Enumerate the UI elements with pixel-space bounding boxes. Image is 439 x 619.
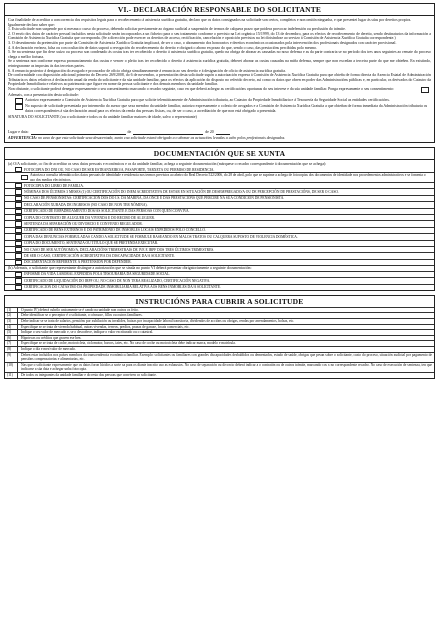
instruction-text: Hipotecas ou créditos que graven ese ben. xyxy=(21,335,82,340)
instruction-text: Especifique se se trata de vivenda habitual, outras vivendas, terreos, predios, prazas de garaxe, locais comerciais, etc. xyxy=(21,324,190,329)
place-field[interactable] xyxy=(31,130,126,135)
doc-label: COPIA DAS DENUNCIAS FORMULADAS CANDO A SOLICITUDE SE FORMULE BASEANDO EN MALOS TRATOS OU CALQUERA SUPOSTO DE VIOLENCIA DOMÉSTICA. xyxy=(24,234,298,239)
doc-checkbox[interactable] xyxy=(15,234,22,239)
doc-row xyxy=(5,284,434,290)
consent-deny-text: Non obstante, o solicitante poderá denegar expresamente o seu consentimento marcando o recadro seguinte, caso en que deberá achegar as certificacións oportunas do seu interese e da súa unidade familiar. Ponga expresamente o seu consentimento: xyxy=(8,86,395,91)
declaration-item: 5. Se na sentenza que fin dese xuízo ou proceso son condenado ás costas tras ter recoñecido o dereito á asistencia xurídica gratuíta, quedo na obriga de abonar as causadas no noso defensa e as da parte contraria se no período dos tres anos seguintes ao remate do proceso chega a mellor fortuna. xyxy=(8,50,431,59)
doc-checkbox[interactable] xyxy=(15,215,22,220)
declaration-title: VI.- DECLARACIÓN RESPONSABLE DO SOLICITANTE xyxy=(5,4,434,16)
doc-label: CERTIFICACIÓN DO CATASTRO DA PROPIEDADE INMOBILIARIA RELATIVA AOS BENS INMOBLES DA/A SOLICITANTE. xyxy=(24,285,222,290)
doc-checkbox[interactable] xyxy=(15,228,22,233)
documentation-title: DOCUMENTACIÓN QUE SE XUNTA xyxy=(5,148,434,160)
instruction-number: (3) xyxy=(5,319,18,324)
instruction-text: De todos os integrantes da unidade familiar e do resto das persoas que conviven co solicitante. xyxy=(21,373,157,378)
ademais-label: Ademais, con a presentación desta solicitude: xyxy=(8,93,79,98)
instruction-number: (6) xyxy=(5,336,18,341)
instruction-text: Indique o seu valor de mercado e, se o descoñece, indique o valor escriturado ou o catastral. xyxy=(21,330,154,335)
documentation-a-intro: (a) O/A solicitante, co fin de acreditar os seus datos persoais e económicos e os da unidade familiar, achega a seguinte documentación (márquese o recadro correspondente á documentación que se achega): xyxy=(8,162,327,167)
place-date-label: Lugar e data: xyxy=(8,129,29,134)
doc-label: NO CASO DE PENSIONISTAS: CERTIFICACIÓN DOS DO I.S. DA MARIÑA, DA ONCE E DAS PRESTACIÓNS QUE PERCIBE NA SÚA CONDICIÓN DE PENSIONISTA. xyxy=(24,196,285,201)
doc-checkbox[interactable] xyxy=(15,285,22,290)
instruction-text: Deben estar incluídos nos países membros da transcendencia económica familiar. Exemplo: solicitantes ou familiares con grandes discapacidades desbaldidos ou dementados, estado de saúde, obrigas que pesan sobre o solicitante, custo do proceso, situación xudicial por pagamento de pensións compensatorias e alimentarias, etc. xyxy=(21,352,432,362)
declaration-item: 2. O envío dos datos de carácter persoal incluídos nesta solicitude serán incorporados a un ficheiro para o seu tratamento conforme o previsto na Lei orgánica 15/1999, do 13 de decembro, para os efectos de recoñecemento de dereito, sendo destinatarios da información a Comisión de Asistencia Xurídica Gratuíta que corresponda. (Se a dirección pode exercer os dereitos de acceso, rectificación, cancelación e oposición previstos na lei dirixíndose ao servizo á Comisión de Asistencia Xurídica Gratuíta correspondente.) xyxy=(8,31,431,41)
declaration-item: Se a sentenza non conforme expresa pronunciamento das custas e vencer o pleito tras ter recoñecido o dereito á asistencia xurídica gratuíta, deberei abonar as custas causadas na miña defensa, sempre que non excedan a terceira parte do que me obteñen. En existindo, reintegraranse as impostas ás das terceiras partes. xyxy=(8,59,431,68)
doc-checkbox[interactable] xyxy=(15,260,22,265)
doc-checkbox[interactable] xyxy=(15,189,22,194)
doc-checkbox[interactable] xyxy=(15,202,22,207)
instruction-row xyxy=(5,372,434,378)
form-page xyxy=(4,3,435,379)
doc-label: FOTOCOPIA DO DNI OU, NO CASO DE SER ESTRANXEIRO/A, PASAPORTE, TARXETA OU PERMISO DE RESIDENCIA. xyxy=(24,167,215,172)
month-field[interactable] xyxy=(133,130,203,135)
doc-checkbox[interactable] xyxy=(15,196,22,201)
doc-label: NÓMINAS DOS ÚLTIMOS 3 MESES (1) OU CERTIFICACIÓN DO INEM ACREDITATIVA DE ESTAR EN SITUACIÓN DE DESEMPREGADO/A OU DE PERCEPCIÓN DE PRESTACIÓNS, DE SER O CASO. xyxy=(24,189,339,194)
doc-checkbox[interactable] xyxy=(15,221,22,226)
date-year-prefix: de 20 xyxy=(205,129,214,134)
advertencia-label: ADVERTENCIA: xyxy=(8,135,37,140)
authorize-telematic-text: Autorizo expresamente a Comisión de Asistencia Xurídica Gratuíta para que solicite telemáticamente de Administración tributaria, ao Catastro da Propiedade Inmobiliaria e á Tesourería da Seguridade Social as entidades certificacións. xyxy=(25,97,390,102)
date-sep-1: de xyxy=(127,129,132,134)
consent-deny-checkbox[interactable] xyxy=(421,87,429,93)
doc-label: DE SER O CASO, CERTIFICACIÓN ACREDITATIVA DA DISCAPACIDADE DA/A SOLICITANTE. xyxy=(24,253,176,258)
instruction-number: (11) xyxy=(5,373,18,378)
doc-label: CERTIFICADO DE LIQUIDACIÓN DO IRPF OU, NO CASO DE NON TERA REALIZADO, CERTIFICACIÓN NEGATIVA. xyxy=(24,278,211,283)
instruction-number: (8) xyxy=(5,347,18,352)
doc-checkbox[interactable] xyxy=(15,247,22,252)
instruction-number: (9) xyxy=(5,353,18,362)
doc-checkbox[interactable] xyxy=(15,167,22,172)
doc-label: Autoriza a consulta telemática dos datos persoais de identidade e residencia nos termos previstos ao abeiro do Real Decreto 522/2006, do 28 de abril, polo que se suprime a achega de fotocopias dos documentos de identidade nos procedementos administrativos e se fomenta o uso dos medios electrónicos. xyxy=(30,173,426,182)
instruction-number: (2) xyxy=(5,313,18,318)
signature-label: SINATURA DO SOLICITANTE (ou o solicitante e todos os da unidade familiar maiores de idade, salvo o representante) xyxy=(8,115,197,120)
declaration-intro: Coa finalidade de acreditar a concorrencia dos requisitos legais para o recoñecemento á asistencia xurídica gratuíta, declaro que os datos consignados na solicitude son certos, completos e non omitín ningunha, e que presentei lugar ás súas por dereitos propios. xyxy=(8,18,412,22)
instruction-text: O punto IV) deberá cubrilo unicamente se é cando na unidade non outros os feito. xyxy=(21,307,139,312)
instructions-section xyxy=(4,295,435,379)
year-field[interactable] xyxy=(216,130,230,135)
doc-checkbox[interactable] xyxy=(15,209,22,214)
doc-checkbox[interactable] xyxy=(15,241,22,246)
instruction-text: Debe identificar se o perceptor é o solicitante, o cónxuxe, fillos ou outros familiares. xyxy=(21,313,143,318)
declaration-section xyxy=(4,3,435,143)
doc-label: DOCUMENTACIÓN REFERENTE Á PRETENSIÓN POR DEFENDER. xyxy=(24,260,132,265)
doc-checkbox[interactable] xyxy=(21,175,28,180)
advertencia-text: no caso de que esta solicitude sexa desacertada, xunto coa solicitude estará obrigado a o abonar as actuacións levadas a cabo polos profesionais designados. xyxy=(37,135,286,140)
instruction-text: Indique o día e mes/valor de mercado. xyxy=(21,347,76,352)
declaration-item: 6. A renuncia posterior á designación do avogado e procurador de oficio obriga simultaneamente á renuncia ao seu dereito e á designación de oficio de asistencia xurídica gratuíta. xyxy=(8,68,286,73)
authorize-family-text: No suposto de solicitude presentada por intermedio do asesor que sexa membro da unidade familiar, autorizo expresamente o colexio de avogados e a Comisión de Asistencia Xurídica Gratuíta a que obteñan de forma inmediata da Administración tributaria os datos correspondentes á súa declaración anual para os efectos da renda das persoas físicas, ou, de ser o caso, a acreditación de que non está obrigado a presentala. xyxy=(25,104,428,113)
doc-label: CERTIFICADO DE BENS EXTERNOS E DO PATRIMONIO DE INMOBLES LOCAIS EXPEDIDOS POLO CONCELLO. xyxy=(24,228,206,233)
declaration-item: 1. Esta solicitude non suspende por si mesma o curso do proceso, debendo solicitar previamente ao órgano xudicial a suspensión de termos de calquera prazo que poidera provocar indefensión ou preclusión do trámite. xyxy=(8,27,346,32)
doc-label: FOTOCOPIA DO LIBRO DE FAMILIA. xyxy=(24,183,84,188)
authorize-telematic-checkbox[interactable] xyxy=(15,98,23,104)
doc-checkbox[interactable] xyxy=(15,278,22,283)
doc-label: COPIA DO CONTRATO DE ALUGUER DA VIVENDA E DO RECIBO DE ALUGUER. xyxy=(24,215,155,220)
instruction-text: Nas que o solicitante expresamente que os datos foron lúcidos a sorte xa para os diante inscrito uso as exhaustos. No caso de separación ou divorcio deberá indicar a o contratón ou de outros trámite, marcando cos x no correspondente recadro. No caso de execución de sentenza, ten que indicarse a súa data e achegar unha fotocopia. xyxy=(21,362,432,372)
declaration-item: 4. A declaración errónea, falsa ou con ocultación de datos suporá a revogación do recoñecemento do dereito e obrigará o abono en prazo do que, sendo o caso, das prestacións percibidas polo mesmo. xyxy=(8,45,318,50)
instruction-row xyxy=(5,362,434,372)
instructions-title: INSTRUCIÓNS PARA CUBRIR A SOLICITUDE xyxy=(135,296,304,306)
advertencia xyxy=(5,135,434,143)
declaration-item: 3. O desestimento da pretensión por parte da Comisión de Asistencia Xurídica Gratuíta implicará, de ser o caso, o abonamento dos honorarios e dereitos económicos ocasionados pola intervención dos profesionais designados con carácter provisional. xyxy=(8,40,397,45)
instruction-number: (4) xyxy=(5,325,18,330)
doc-checkbox[interactable] xyxy=(15,253,22,258)
documentation-b-intro: (b) Ademais, o solicitante que representante distingue a autorización que se sinala no punto VI deberá presentar obrigatoriamente a seguinte documentación: xyxy=(5,265,434,271)
doc-label: COPIA DO DOCUMENTO, SENTENZA OU TÍTULO QUE SE PRETENDA EXECUTAR. xyxy=(24,241,159,246)
instruction-number: (10) xyxy=(5,363,18,372)
instruction-number: (7) xyxy=(5,341,18,346)
instruction-number: (1) xyxy=(5,308,18,313)
instruction-text: Especifique se se trata de coche, motocicleta, ciclomotor, barcos, iates, etc. No caso de coche ou motocicleta debe indicar marca, modelo e matrícula. xyxy=(21,341,236,346)
doc-label: SENTENZA DA SEPARACIÓN OU DIVORCIO E CONVENIO REGULADOR. xyxy=(24,221,143,226)
doc-label: INFORME DA VIDA LABORAL EXPEDIDA POLA TESOURARÍA DA SEGURIDADE SOCIAL. xyxy=(24,272,171,277)
doc-label: CERTIFICADO DE EMPADROAMENTO DOS/AS SOLICITANTE E DAS PERSOAS CON QUEN CONVIVA. xyxy=(24,209,190,214)
instruction-row xyxy=(5,352,434,362)
declaration-item: De conformidade coa disposición adicional primeira do Decreto 269/2008, do 6 de novembro, a presentación desta solicitude supón a autorización expresa á Comisión de Asistencia Xurídica Gratuíta para que obteña de forma directa da Axencia Estatal de Administración Tributaria os datos relativos á declaración anual da renda do solicitante e da súa unidade familiar, para os efectos da aplicación do disposto no referido decreto, así como os datos que obren en poder das Administracións públicas e, en particular, os derivados do Catastro da Propiedade Inmobiliaria e relativos ao patrimonio que figure en nome da persoa solicitante e dos demais membros da unidade familiar. xyxy=(8,73,431,87)
authorize-family-checkbox[interactable] xyxy=(15,104,23,110)
doc-label: DECLARACIÓN XURADA DE INGRESOS (NO CASO DE NON TER NÓMINA). xyxy=(24,202,148,207)
instruction-number: (5) xyxy=(5,330,18,335)
doc-label: NO CASO DE SER AUTÓNOMO/A, DECLARACIÓNS TRIMESTRAIS DE IVE E IRPF DOS TRES ÚLTIMOS TRIMESTRES. xyxy=(24,247,215,252)
authorize-check-row xyxy=(5,104,434,113)
doc-checkbox[interactable] xyxy=(15,272,22,277)
documentation-section xyxy=(4,147,435,290)
declaration-igual: Igualmente declaro saber que: xyxy=(8,22,55,27)
doc-row xyxy=(5,172,434,182)
instruction-text: Debe indicar se se trata de salarios, pensións por xubilación ou invalidez, baixas por incapacidade laboral transitoria, dividendos de accións ou obrigas, rendas por arrendamentos, bolsas, etc. xyxy=(21,319,295,324)
doc-checkbox[interactable] xyxy=(15,183,22,188)
